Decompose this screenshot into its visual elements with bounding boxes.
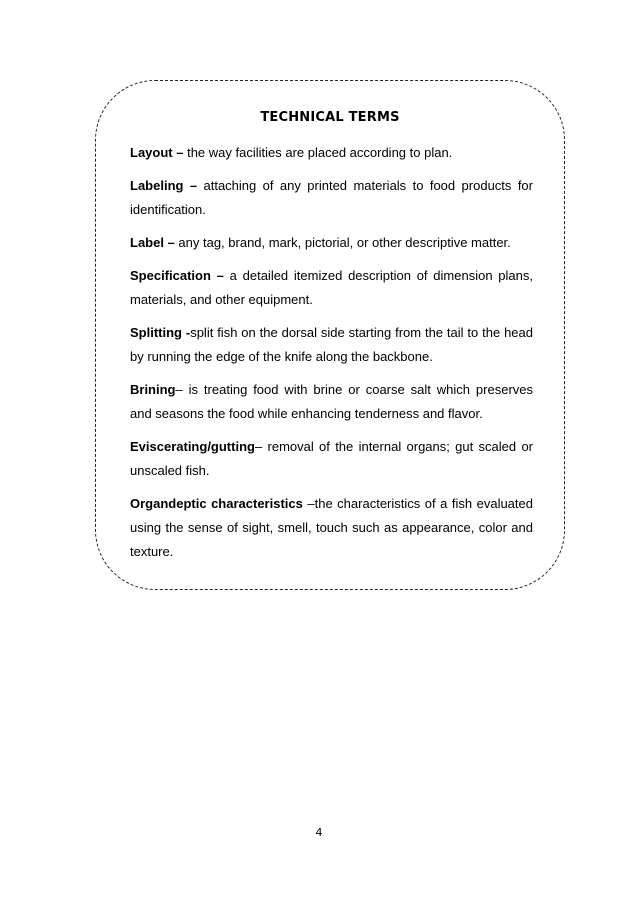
term-definition: split fish on the dorsal side starting from the tail to the head by running the edge of the knife along the backbone.	[130, 325, 533, 364]
terms-list	[130, 141, 533, 573]
term-definition: – is treating food with brine or coarse salt which preserves and seasons the food while enhancing tenderness and flavor.	[130, 382, 533, 421]
term-organdeptic	[130, 492, 533, 564]
term-labeling	[130, 174, 533, 222]
term-definition: any tag, brand, mark, pictorial, or other descriptive matter.	[174, 235, 511, 250]
term-layout	[130, 141, 533, 165]
term-definition: attaching of any printed materials to food products for identification.	[130, 178, 533, 217]
term-name: Label –	[130, 235, 175, 250]
term-splitting	[130, 321, 533, 369]
term-definition: the way facilities are placed according to plan.	[183, 145, 453, 160]
term-name: Layout –	[130, 145, 184, 160]
page-title: TECHNICAL TERMS	[260, 110, 400, 125]
page-number: 4	[315, 826, 323, 839]
term-name: Eviscerating/gutting	[130, 439, 255, 454]
term-label	[130, 231, 533, 255]
term-eviscerating	[130, 435, 533, 483]
term-name: Labeling –	[130, 178, 198, 193]
term-definition: a detailed itemized description of dimension plans, materials, and other equipment.	[130, 268, 533, 307]
term-name: Organdeptic characteristics	[130, 496, 303, 511]
term-definition: – removal of the internal organs; gut scaled or unscaled fish.	[130, 439, 533, 478]
term-definition: –the characteristics of a fish evaluated using the sense of sight, smell, touch such as appearance, color and texture.	[130, 496, 533, 559]
term-name: Brining	[130, 382, 176, 397]
term-name: Specification –	[130, 268, 224, 283]
term-brining	[130, 378, 533, 426]
term-name: Splitting -	[130, 325, 191, 340]
term-specification	[130, 264, 533, 312]
